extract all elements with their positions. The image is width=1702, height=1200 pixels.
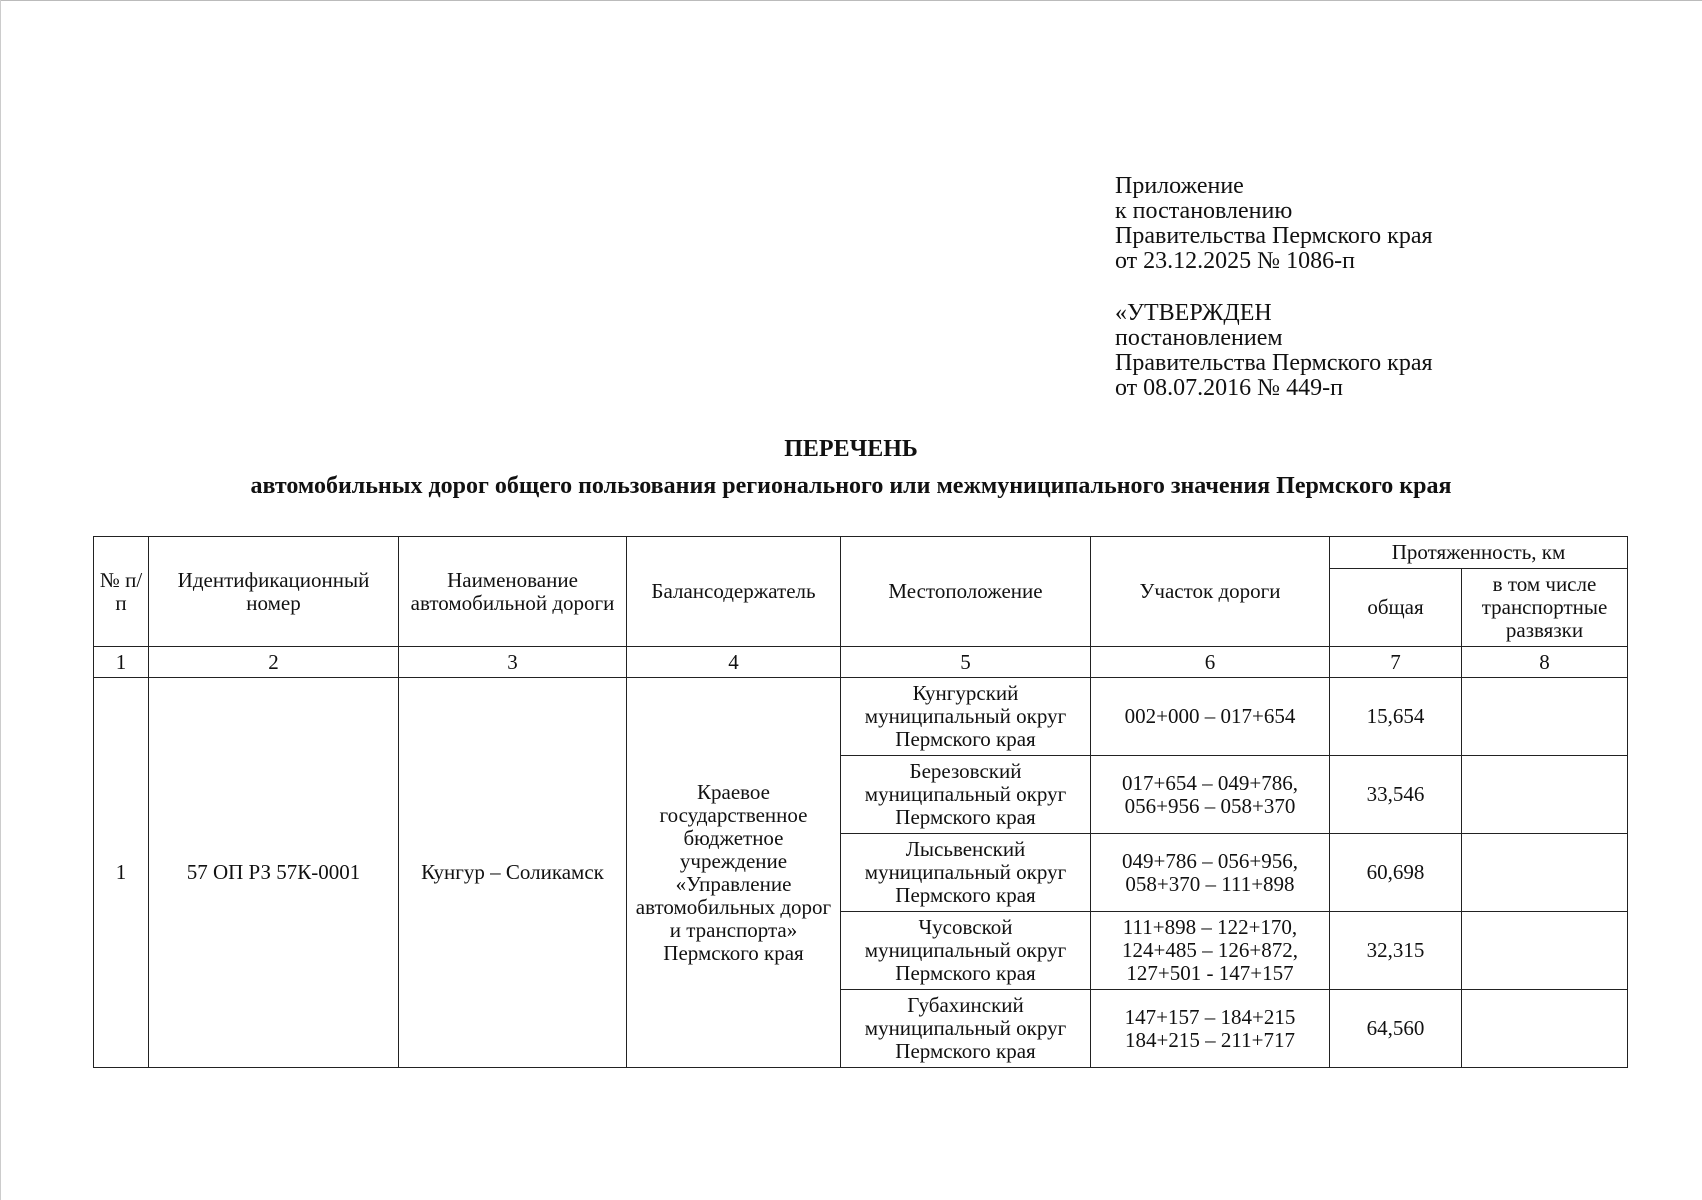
approval-line: постановлением — [1115, 325, 1283, 351]
approval-line: от 08.07.2016 № 449-п — [1115, 375, 1343, 401]
record-road-name: Кунгур – Соликамск — [399, 678, 627, 1068]
approval-line: Правительства Пермского края — [1115, 350, 1433, 376]
segment-junctions — [1462, 990, 1628, 1068]
column-number-cell: 8 — [1462, 647, 1628, 678]
page-edge — [0, 0, 1702, 1]
segment-total: 32,315 — [1330, 912, 1462, 990]
column-number-cell: 1 — [94, 647, 149, 678]
record-holder: Краевое государственное бюджетное учреждение «Управление автомобильных дорог и транспорта» Пермского края — [627, 678, 841, 1068]
header-id: Идентификационный номер — [149, 537, 399, 647]
page-edge — [0, 0, 1, 1200]
header-holder: Балансодержатель — [627, 537, 841, 647]
segment-junctions — [1462, 834, 1628, 912]
appendix-line: Приложение — [1115, 173, 1244, 199]
record-id: 57 ОП РЗ 57К-0001 — [149, 678, 399, 1068]
segment-location: Березовский муниципальный округ Пермского края — [841, 756, 1091, 834]
roads-table — [93, 536, 1628, 1068]
header-number: № п/п — [94, 537, 149, 647]
document-title: ПЕРЕЧЕНЬ — [784, 436, 918, 462]
column-number-cell: 3 — [399, 647, 627, 678]
header-road-name: Наименование автомобильной дороги — [399, 537, 627, 647]
column-number-cell: 4 — [627, 647, 841, 678]
header-junctions: в том числе транспортные развязки — [1462, 569, 1628, 647]
record-number: 1 — [94, 678, 149, 1068]
segment-section: 111+898 – 122+170, 124+485 – 126+872, 127+501 - 147+157 — [1091, 912, 1330, 990]
segment-total: 60,698 — [1330, 834, 1462, 912]
column-number-cell: 7 — [1330, 647, 1462, 678]
segment-location: Лысьвенский муниципальный округ Пермского края — [841, 834, 1091, 912]
segment-total: 15,654 — [1330, 678, 1462, 756]
header-location: Местоположение — [841, 537, 1091, 647]
header-section: Участок дороги — [1091, 537, 1330, 647]
segment-section: 017+654 – 049+786, 056+956 – 058+370 — [1091, 756, 1330, 834]
segment-junctions — [1462, 912, 1628, 990]
segment-location: Чусовской муниципальный округ Пермского края — [841, 912, 1091, 990]
appendix-line: от 23.12.2025 № 1086-п — [1115, 248, 1355, 274]
appendix-block — [1115, 174, 1433, 401]
segment-junctions — [1462, 678, 1628, 756]
header-total: общая — [1330, 569, 1462, 647]
appendix-line: к постановлению — [1115, 198, 1293, 224]
segment-location: Губахинский муниципальный округ Пермского края — [841, 990, 1091, 1068]
segment-section: 049+786 – 056+956, 058+370 – 111+898 — [1091, 834, 1330, 912]
approval-line: «УТВЕРЖДЕН — [1115, 300, 1272, 326]
segment-total: 33,546 — [1330, 756, 1462, 834]
header-length-group: Протяженность, км — [1330, 537, 1628, 569]
segment-location: Кунгурский муниципальный округ Пермского края — [841, 678, 1091, 756]
appendix-line: Правительства Пермского края — [1115, 223, 1433, 249]
segment-total: 64,560 — [1330, 990, 1462, 1068]
segment-junctions — [1462, 756, 1628, 834]
segment-section: 002+000 – 017+654 — [1091, 678, 1330, 756]
segment-section: 147+157 – 184+215 184+215 – 211+717 — [1091, 990, 1330, 1068]
document-subtitle: автомобильных дорог общего пользования регионального или межмуниципального значения Пермского края — [250, 473, 1452, 499]
column-number-cell: 6 — [1091, 647, 1330, 678]
column-number-cell: 5 — [841, 647, 1091, 678]
column-number-cell: 2 — [149, 647, 399, 678]
